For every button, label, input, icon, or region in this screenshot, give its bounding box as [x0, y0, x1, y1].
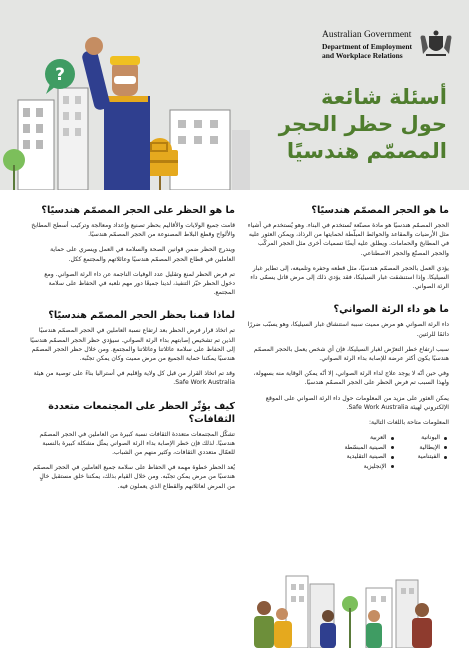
coat-of-arms-icon: [417, 30, 455, 58]
title-line3: المصمّم هندسيًا: [286, 139, 447, 163]
svg-text:?: ?: [55, 65, 65, 85]
community-illustration: [246, 566, 446, 648]
worker-illustration: [0, 0, 250, 190]
language-item: الصينية المبسّطة: [344, 443, 387, 451]
language-item: الإنجليزية: [344, 462, 386, 472]
page-title: [237, 84, 447, 165]
paragraph: تم اتخاذ قرار فرض الحظر بعد ارتفاع نسبة العاملين في الحجر المصمّم هندسيًا الذين تم تشخيص إصابتهم بداء الرئة الصواني. سيؤدي حظر الحجر المصمّم هندسيًا إلى الحفاظ على سلامة عائلاتنا وعائلاتنا والمجتمع. ومن خلال حظر الحجر المصمّم هندسيًا يمكننا حماية الجميع من مرض مميت وكان يمكن تجنّبه.: [30, 327, 235, 363]
heading-what-is-engineered-stone: ما هو الحجر المصمّم هندسيًا؟: [311, 205, 449, 216]
paragraph: يُعد الحظر خطوة مهمة في الحفاظ على سلامة جميع العاملين في الحجر المصمّم هندسيًا من مرض يمكن تجنّبه. ومن خلال القيام بذلك، يمكننا خلق مستقبل خالٍ من المرض لعائلاتهم والقطاع الذي يعملون فيه.: [32, 464, 235, 490]
title-line2: حول حظر الحجر: [278, 112, 447, 136]
paragraph: وقد تم اتخاذ القرار من قبل كل ولاية وإقليم في أستراليا بناءً على توصية من هيئة Safe Work Australia.: [33, 370, 235, 387]
gov-line3: and Workplace Relations: [322, 51, 403, 61]
paragraph: داء الرئة الصواني هو مرض مميت سببه استنشاق غبار السيليكا، وهو يسبّب ضررًا دائمًا للرئتين.: [247, 321, 449, 338]
gov-line2: Department of Employment: [322, 41, 412, 51]
heading-what-is-silicosis: ما هو داء الرئة الصواني؟: [333, 304, 449, 316]
language-item: الإيطالية: [419, 443, 440, 451]
heading-why-banned: لماذا قمنا بحظر الحجر المصمّم هندسيًا؟: [48, 310, 235, 322]
language-item: الفيتنامية: [417, 453, 440, 461]
language-item: اليونانية: [418, 433, 440, 443]
paragraph: سبب ارتفاع خطر التعرّض لغبار السيليكا، فإن أي شخص يعمل بالحجر المصمّم هندسيًا يكون أكثر عرضة للإصابة بداء الرئة الصواني.: [253, 345, 449, 363]
heading-what-is-the-ban: ما هو الحظر على الحجر المصمّم هندسيًا؟: [41, 205, 235, 216]
title-line1: أسئلة شائعة: [320, 85, 447, 109]
left-column: [30, 204, 235, 497]
paragraph: المعلومات متاحة باللغات التالية:: [368, 419, 449, 427]
paragraph: الحجر المصمّم هندسيًا هو مادة مصنّعة تُستخدم في البناء. وهو يُستخدم في أشياء مثل الأرضيات والمقاعد والحوائط المبلّطة لحمايتها من الرذاذ، ويمكن العثور عليه في المطابخ والحمامات. ويطلق عليه أيضًا تسميات أخرى مثل الحجر المركّب والحجر المصنّع والحجر الاصطناعي.: [247, 222, 449, 257]
paragraph: تشكّل المجتمعات متعددة الثقافات نسبة كبيرة من العاملين في الحجر المصمّم هندسيًا. لذلك فإن خطر الإصابة بداء الرئة الصواني يمثّل مشكلة كبيرة بالنسبة للعمّال متعددي الثقافات، وكثير منهم من الشباب.: [39, 430, 235, 457]
hero-banner: [0, 0, 469, 190]
language-item: الصينية التقليدية: [344, 452, 386, 462]
language-item: العربية: [344, 433, 386, 443]
languages-column-1: [418, 433, 449, 471]
paragraph: وفي حين أنّه لا يوجد علاج لداء الرئة الصواني، إلا أنّه يمكن الوقاية منه بسهولة، ولهذا السبب تم فرض الحظر على الحجر المصمّم هندسيًا.: [253, 370, 449, 387]
languages-list: [244, 433, 449, 471]
government-logo: [322, 30, 455, 61]
department-name: [322, 30, 412, 61]
paragraph: تم فرض الحظر لمنع وتقليل عدد الوفيات الناجمة عن داء الرئة الصواني. ومع دخول الحظر حيّز التنفيذ، لدينا جميعًا دور مهم نلعبه في الحفاظ على سلامة المجتمع.: [44, 270, 235, 297]
paragraph: قامت جميع الولايات والأقاليم بحظر تصنيع وإعداد ومعالجة وتركيب أسطح المطابخ والألواح وقطع البلاط المصنوعة من الحجر المصمّم هندسيًا.: [31, 222, 235, 239]
paragraph: يؤدي العمل بالحجر المصمّم هندسيًا، مثل قطعه وحفره وتلميعه، إلى تطاير غبار السيليكا. وإذا استنشقت غبار السيليكا، فقد يؤدي ذلك إلى مرض قاتل يسمّى داء الرئة الصواني.: [250, 264, 449, 291]
gov-line1: Australian Government: [322, 30, 412, 40]
right-column: [244, 204, 449, 471]
paragraph: يمكن العثور على مزيد من المعلومات حول داء الرئة الصواني على الموقع الإلكتروني لهيئة Safe Work Australia.: [265, 394, 449, 411]
heading-multicultural-impact: كيف يؤثّر الحظر على المجتمعات متعددة الثقافات؟: [48, 400, 235, 425]
paragraph: ويندرج الحظر ضمن قوانين الصحة والسلامة في العمل ويسري على حماية العاملين في قطاع الحجر المصمّم هندسيًا وعائلاتهم والمجتمع ككل.: [50, 246, 235, 263]
languages-column-2: [344, 433, 395, 471]
